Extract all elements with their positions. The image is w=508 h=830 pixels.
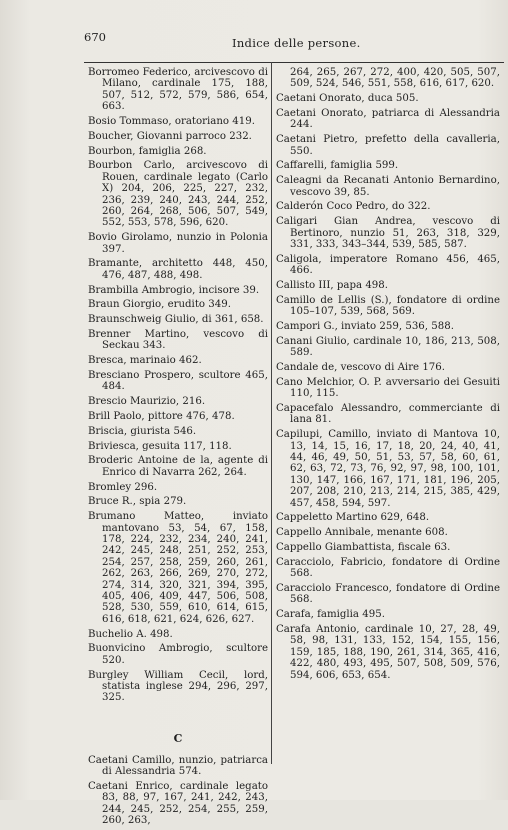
index-entry: Braunschweig Giulio, di 361, 658. [88,314,264,326]
page-header [0,30,508,50]
index-entry: Caligola, imperatore Romano 456, 465, 466. [276,253,500,277]
index-entry: Cappello Annibale, menante 608. [276,527,448,539]
index-entry: Camillo de Lellis (S.), fondatore di ordine 105–107, 539, 568, 569. [276,294,500,318]
index-entry: Caetani Camillo, nunzio, patriarca di Alessandria 574. [88,754,268,778]
index-entry: Brescio Maurizio, 216. [88,396,206,408]
index-entry: Capilupi, Camillo, inviato di Mantova 10, 13, 14, 15, 16, 17, 18, 20, 24, 40, 41, 44, 46, 49, 50, 51, 53, 57, 58, 60, 61, 62, 63, 72, 73, 76, 92, 97, 98, 100, 101, 130, 147, 166, 167, 171, 181, 196, 205, 207, 208, 210, 213, 214, 215, 385, 429, 457, 458, 594, 597. [276,429,500,509]
index-entry: Braun Giorgio, erudito 349. [88,299,231,311]
index-entry: Brenner Martino, vescovo di Seckau 343. [88,329,268,352]
index-entry: Carafa, famiglia 495. [276,609,385,621]
index-entry: Bresciano Prospero, scultore 465, 484. [88,370,268,393]
index-entry: Canani Giulio, cardinale 10, 186, 213, 508, 589. [276,335,500,359]
index-entry: Caligari Gian Andrea, vescovo di Bertinoro, nunzio 51, 263, 318, 329, 331, 333, 343–344, 539, 585, 587. [276,216,500,251]
index-entry: Cano Melchior, O. P. avversario dei Gesuiti 110, 115. [276,376,500,400]
index-entry: Bruce R., spia 279. [88,496,187,508]
index-entry: Buonvicino Ambrogio, scultore 520. [88,643,268,666]
index-entry: Burgley William Cecil, lord, statista inglese 294, 296, 297, 325. [88,669,268,704]
index-entry: Brumano Matteo, inviato mantovano 53, 54, 67, 158, 178, 224, 232, 234, 240, 241, 242, 245, 248, 251, 252, 253, 254, 257, 258, 259, 260, 261, 262, 263, 266, 269, 270, 272, 274, 314, 320, 321, 394, 395, 405, 406, 409, 447, 506, 508, 528, 530, 559, 610, 614, 615, 616, 618, 621, 624, 626, 627. [88,511,268,625]
index-entry: Bramante, architetto 448, 450, 476, 487, 488, 498. [88,258,268,281]
index-entry: Carafa Antonio, cardinale 10, 27, 28, 49, 58, 98, 131, 133, 152, 154, 155, 156, 159, 185, 188, 190, 261, 314, 365, 416, 422, 480, 493, 495, 507, 508, 509, 576, 594, 606, 653, 654. [276,624,500,681]
index-entry: Bourbon, famiglia 268. [88,145,207,157]
index-entry: Caetani Onorato, patriarca di Alessandria 244. [276,108,500,131]
index-entry: Brill Paolo, pittore 476, 478. [88,411,235,423]
index-entry: Bourbon Carlo, arcivescovo di Rouen, cardinale legato (Carlo X) 204, 206, 225, 227, 232, 236, 239, 240, 243, 244, 252, 260, 264, 268, 506, 507, 549, 552, 553, 578, 596, 620. [88,160,268,229]
index-entry: Caracciolo, Fabricio, fondatore di Ordine 568. [276,556,500,580]
index-entry: Campori G., inviato 259, 536, 588. [276,321,454,333]
index-entry: Capacefalo Alessandro, commerciante di lana 81. [276,403,500,426]
index-entry: Cappeletto Martino 629, 648. [276,512,430,524]
index-entry: Borromeo Federico, arcivescovo di Milano, cardinale 175, 188, 507, 512, 572, 579, 586, 654, 663. [88,67,268,113]
index-entry: Bovio Girolamo, nunzio in Polonia 397. [88,232,268,255]
index-entry: Brambilla Ambrogio, incisore 39. [88,284,260,296]
index-entry: Caracciolo Francesco, fondatore di Ordine 568. [276,583,500,606]
left-column [88,67,268,830]
index-entry: Caleagni da Recanati Antonio Bernardino, vescovo 39, 85. [276,175,500,198]
section-letter: C [173,732,183,746]
header-rule [84,62,504,63]
index-entry: Broderic Antoine de la, agente di Enrico di Navarra 262, 264. [88,455,268,478]
index-entry: Caetani Enrico, cardinale legato 83, 88, 97, 167, 241, 242, 243, 244, 245, 252, 254, 255, 259, 260, 263, [88,780,268,827]
index-entry: Callisto III, papa 498. [276,280,388,292]
running-title: Indice delle persone. [232,36,361,50]
index-entry: Briviesca, gesuita 117, 118. [88,440,232,452]
index-entry: Bromley 296. [88,481,158,493]
index-entry: Briscia, giurista 546. [88,425,197,437]
index-entry: Bresca, marinaio 462. [88,355,202,367]
index-entry: Candale de, vescovo di Aire 176. [276,362,446,374]
index-entry: Calderón Coco Pedro, do 322. [276,201,431,213]
index-entry: Cappello Giambattista, fiscale 63. [276,542,451,554]
index-entry: Buchelio A. 498. [88,628,173,640]
index-entry: Bosio Tommaso, oratoriano 419. [88,116,255,128]
page-number: 670 [84,30,106,44]
right-column [276,67,500,684]
continued-entry: 264, 265, 267, 272, 400, 420, 505, 507, 509, 524, 546, 551, 558, 616, 617, 620. [290,67,500,90]
column-divider [271,62,272,764]
index-entry: Caetani Pietro, prefetto della cavalleria, 550. [276,134,500,157]
index-entry: Boucher, Giovanni parroco 232. [88,130,252,142]
index-entry: Caetani Onorato, duca 505. [276,93,419,105]
index-entry: Caffarelli, famiglia 599. [276,160,399,172]
